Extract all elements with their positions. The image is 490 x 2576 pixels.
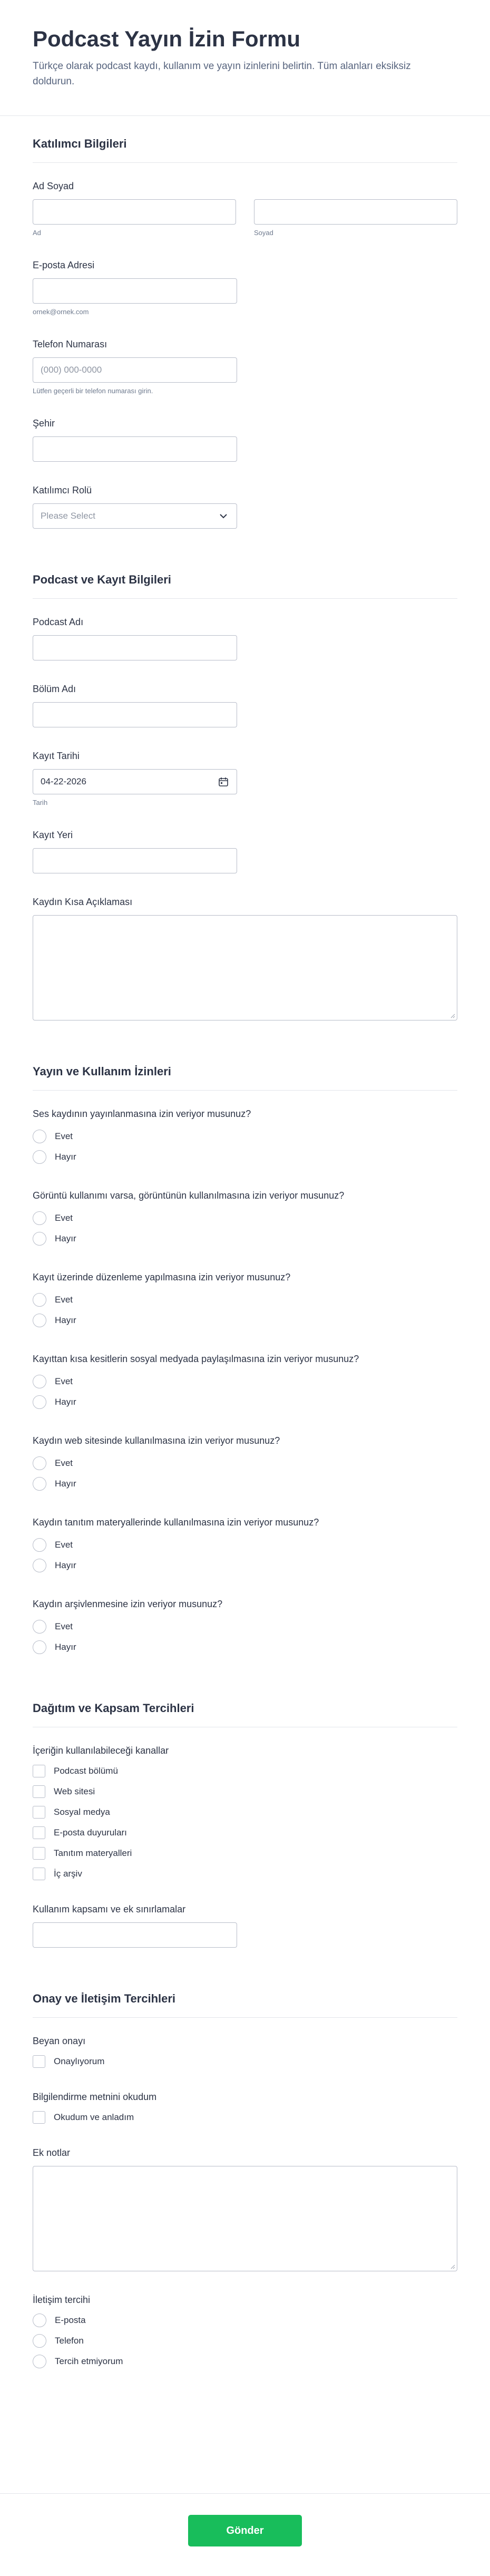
form-body bbox=[0, 116, 490, 2368]
radio-option-no[interactable] bbox=[33, 1313, 457, 1327]
scope-field bbox=[33, 1904, 457, 1948]
email-label: E-posta Adresi bbox=[33, 260, 95, 270]
radio-option-yes[interactable] bbox=[33, 1538, 457, 1552]
question-label: Kaydın web sitesinde kullanılmasına izin veriyor musunuz? bbox=[33, 1435, 280, 1446]
statement-label: Beyan onayı bbox=[33, 2036, 86, 2046]
option-label: Evet bbox=[55, 1457, 73, 1468]
channel-list bbox=[33, 1764, 457, 1881]
radio-button[interactable] bbox=[33, 1375, 46, 1388]
option-label: Tanıtım materyalleri bbox=[54, 1848, 132, 1858]
channels-field bbox=[33, 1745, 457, 1881]
question-label: Kaydın tanıtım materyallerinde kullanılmasına izin veriyor musunuz? bbox=[33, 1517, 319, 1528]
podcast-name-field bbox=[33, 617, 457, 660]
permission-question bbox=[33, 1435, 457, 1491]
checkbox[interactable] bbox=[33, 2055, 45, 2068]
option-label: Hayır bbox=[55, 1233, 76, 1243]
radio-button[interactable] bbox=[33, 1620, 46, 1634]
option-label: Hayır bbox=[55, 1151, 76, 1162]
phone-sublabel: Lütfen geçerli bir telefon numarası girin. bbox=[33, 387, 153, 395]
notes-field bbox=[33, 2147, 457, 2271]
email-sublabel: ornek@ornek.com bbox=[33, 308, 89, 316]
option-label: Hayır bbox=[55, 1396, 76, 1407]
question-label: Kaydın arşivlenmesine izin veriyor musunuz? bbox=[33, 1599, 223, 1609]
form-header bbox=[0, 0, 490, 116]
checkbox[interactable] bbox=[33, 2111, 45, 2124]
last-name-input[interactable] bbox=[254, 199, 457, 225]
question-label: Kayıttan kısa kesitlerin sosyal medyada paylaşılmasına izin veriyor musunuz? bbox=[33, 1354, 359, 1364]
section-title: Podcast ve Kayıt Bilgileri bbox=[33, 573, 171, 586]
radio-option-no[interactable] bbox=[33, 1231, 457, 1246]
full-name-field bbox=[33, 181, 457, 237]
radio-option-no[interactable] bbox=[33, 1558, 457, 1572]
contact-option[interactable] bbox=[33, 2313, 457, 2327]
episode-name-field bbox=[33, 684, 457, 727]
radio-button[interactable] bbox=[33, 1395, 46, 1409]
option-label: E-posta duyuruları bbox=[54, 1827, 127, 1838]
episode-name-input[interactable] bbox=[33, 702, 237, 727]
section-participant bbox=[33, 116, 457, 163]
radio-button[interactable] bbox=[33, 1538, 46, 1552]
role-label: Katılımcı Rolü bbox=[33, 485, 92, 495]
scope-label: Kullanım kapsamı ve ek sınırlamalar bbox=[33, 1904, 186, 1914]
option-label: Evet bbox=[55, 1621, 73, 1631]
option-label: Okudum ve anladım bbox=[54, 2112, 134, 2122]
info-read-option[interactable] bbox=[33, 2110, 457, 2124]
contact-option[interactable] bbox=[33, 2334, 457, 2348]
email-input[interactable] bbox=[33, 278, 237, 304]
permission-question bbox=[33, 1599, 457, 1654]
radio-button[interactable] bbox=[33, 2313, 46, 2327]
radio-button[interactable] bbox=[33, 1640, 46, 1654]
option-label: Hayır bbox=[55, 1641, 76, 1652]
city-field bbox=[33, 418, 457, 462]
recording-place-field bbox=[33, 830, 457, 873]
city-input[interactable] bbox=[33, 436, 237, 462]
question-label: Kayıt üzerinde düzenleme yapılmasına izin veriyor musunuz? bbox=[33, 1272, 291, 1282]
option-label: Hayır bbox=[55, 1478, 76, 1489]
radio-button[interactable] bbox=[33, 2334, 46, 2348]
calendar-icon[interactable] bbox=[218, 776, 229, 788]
full-name-label: Ad Soyad bbox=[33, 181, 74, 191]
checkbox[interactable] bbox=[33, 1847, 45, 1860]
podcast-name-input[interactable] bbox=[33, 635, 237, 660]
radio-button[interactable] bbox=[33, 1559, 46, 1572]
first-name-sublabel: Ad bbox=[33, 229, 41, 237]
role-select[interactable] bbox=[33, 503, 237, 529]
permission-question bbox=[33, 1272, 457, 1327]
recording-date-label: Kayıt Tarihi bbox=[33, 751, 80, 761]
radio-option-yes[interactable] bbox=[33, 1292, 457, 1307]
role-field bbox=[33, 485, 457, 529]
recording-date-input[interactable] bbox=[33, 769, 237, 794]
section-distribution bbox=[33, 1680, 457, 1727]
radio-option-yes[interactable] bbox=[33, 1619, 457, 1634]
section-permissions bbox=[33, 1044, 457, 1091]
radio-option-no[interactable] bbox=[33, 1150, 457, 1164]
channel-option[interactable] bbox=[33, 1846, 457, 1860]
radio-option-no[interactable] bbox=[33, 1395, 457, 1409]
contact-option[interactable] bbox=[33, 2354, 457, 2368]
option-label: Evet bbox=[55, 1212, 73, 1223]
channel-option[interactable] bbox=[33, 1784, 457, 1799]
checkbox[interactable] bbox=[33, 1806, 45, 1819]
statement-option[interactable] bbox=[33, 2054, 457, 2068]
section-recording bbox=[33, 552, 457, 599]
section-consent bbox=[33, 1971, 457, 2018]
radio-button[interactable] bbox=[33, 1150, 46, 1164]
radio-button[interactable] bbox=[33, 1293, 46, 1307]
contact-preference-label: İletişim tercihi bbox=[33, 2295, 91, 2305]
checkbox[interactable] bbox=[33, 1826, 45, 1839]
radio-option-no[interactable] bbox=[33, 1640, 457, 1654]
radio-button[interactable] bbox=[33, 1232, 46, 1246]
first-name-input[interactable] bbox=[33, 199, 236, 225]
option-label: Sosyal medya bbox=[54, 1806, 110, 1817]
resize-grip-icon[interactable] bbox=[450, 1013, 455, 1018]
checkbox[interactable] bbox=[33, 1868, 45, 1880]
permission-question bbox=[33, 1354, 457, 1409]
channel-option[interactable] bbox=[33, 1825, 457, 1840]
section-title: Katılımcı Bilgileri bbox=[33, 137, 127, 150]
episode-name-label: Bölüm Adı bbox=[33, 684, 76, 694]
permission-question bbox=[33, 1190, 457, 1246]
phone-input[interactable] bbox=[33, 357, 237, 383]
recording-place-label: Kayıt Yeri bbox=[33, 830, 73, 840]
channel-option[interactable] bbox=[33, 1805, 457, 1819]
option-label: Tercih etmiyorum bbox=[55, 2356, 123, 2366]
podcast-name-label: Podcast Adı bbox=[33, 617, 84, 627]
radio-option-yes[interactable] bbox=[33, 1374, 457, 1388]
channel-option[interactable] bbox=[33, 1867, 457, 1881]
radio-button[interactable] bbox=[33, 1477, 46, 1491]
email-field bbox=[33, 260, 457, 316]
option-label: Onaylıyorum bbox=[54, 2056, 105, 2066]
recording-date-field bbox=[33, 751, 457, 806]
radio-option-yes[interactable] bbox=[33, 1456, 457, 1470]
checkbox[interactable] bbox=[33, 1765, 45, 1777]
radio-button[interactable] bbox=[33, 1130, 46, 1143]
scope-input[interactable] bbox=[33, 1922, 237, 1948]
option-label: Evet bbox=[55, 1131, 73, 1141]
form-footer bbox=[0, 2493, 490, 2576]
city-label: Şehir bbox=[33, 418, 55, 429]
option-label: E-posta bbox=[55, 2315, 86, 2325]
section-title: Onay ve İletişim Tercihleri bbox=[33, 1992, 176, 2005]
page-title: Podcast Yayın İzin Formu bbox=[33, 26, 301, 51]
chevron-down-icon bbox=[218, 510, 229, 522]
radio-option-yes[interactable] bbox=[33, 1211, 457, 1225]
phone-label: Telefon Numarası bbox=[33, 339, 107, 349]
radio-option-no[interactable] bbox=[33, 1476, 457, 1491]
recording-date-sublabel: Tarih bbox=[33, 799, 48, 806]
radio-button[interactable] bbox=[33, 2355, 46, 2368]
option-label: Podcast bölümü bbox=[54, 1765, 118, 1776]
question-label: Ses kaydının yayınlanmasına izin veriyor musunuz? bbox=[33, 1109, 251, 1119]
recording-description-textarea[interactable] bbox=[33, 915, 457, 1020]
option-label: Evet bbox=[55, 1376, 73, 1386]
option-label: Hayır bbox=[55, 1560, 76, 1570]
permission-question bbox=[33, 1517, 457, 1572]
phone-placeholder: (000) 000-0000 bbox=[41, 365, 102, 375]
question-label: Görüntü kullanımı varsa, görüntünün kullanılmasına izin veriyor musunuz? bbox=[33, 1190, 345, 1201]
permission-questions bbox=[33, 1109, 457, 1654]
last-name-sublabel: Soyad bbox=[254, 229, 273, 237]
contact-options bbox=[33, 2313, 457, 2368]
notes-label: Ek notlar bbox=[33, 2147, 71, 2158]
option-label: Evet bbox=[55, 1539, 73, 1550]
section-title: Dağıtım ve Kapsam Tercihleri bbox=[33, 1702, 194, 1715]
radio-option-yes[interactable] bbox=[33, 1129, 457, 1143]
recording-date-value: 04-22-2026 bbox=[41, 776, 86, 786]
info-read-label: Bilgilendirme metnini okudum bbox=[33, 2092, 157, 2102]
submit-button[interactable]: Gönder bbox=[188, 2515, 302, 2546]
recording-place-input[interactable] bbox=[33, 848, 237, 873]
resize-grip-icon[interactable] bbox=[450, 2264, 455, 2269]
option-label: İç arşiv bbox=[54, 1868, 82, 1879]
option-label: Web sitesi bbox=[54, 1786, 95, 1796]
recording-description-field bbox=[33, 897, 457, 1020]
radio-button[interactable] bbox=[33, 1314, 46, 1327]
radio-button[interactable] bbox=[33, 1456, 46, 1470]
contact-preference-field bbox=[33, 2295, 457, 2368]
checkbox[interactable] bbox=[33, 1785, 45, 1798]
recording-description-label: Kaydın Kısa Açıklaması bbox=[33, 897, 133, 907]
role-placeholder: Please Select bbox=[41, 511, 95, 521]
option-label: Hayır bbox=[55, 1315, 76, 1325]
option-label: Telefon bbox=[55, 2335, 84, 2346]
option-label: Evet bbox=[55, 1294, 73, 1305]
phone-field bbox=[33, 339, 457, 395]
section-title: Yayın ve Kullanım İzinleri bbox=[33, 1065, 171, 1078]
permission-question bbox=[33, 1109, 457, 1164]
notes-textarea[interactable] bbox=[33, 2166, 457, 2271]
channels-label: İçeriğin kullanılabileceği kanallar bbox=[33, 1745, 169, 1756]
statement-field bbox=[33, 2036, 457, 2068]
channel-option[interactable] bbox=[33, 1764, 457, 1778]
page-description: Türkçe olarak podcast kaydı, kullanım ve yayın izinlerini belirtin. Tüm alanları eksiksiz doldurun. bbox=[33, 61, 411, 87]
info-read-field bbox=[33, 2092, 457, 2124]
radio-button[interactable] bbox=[33, 1211, 46, 1225]
